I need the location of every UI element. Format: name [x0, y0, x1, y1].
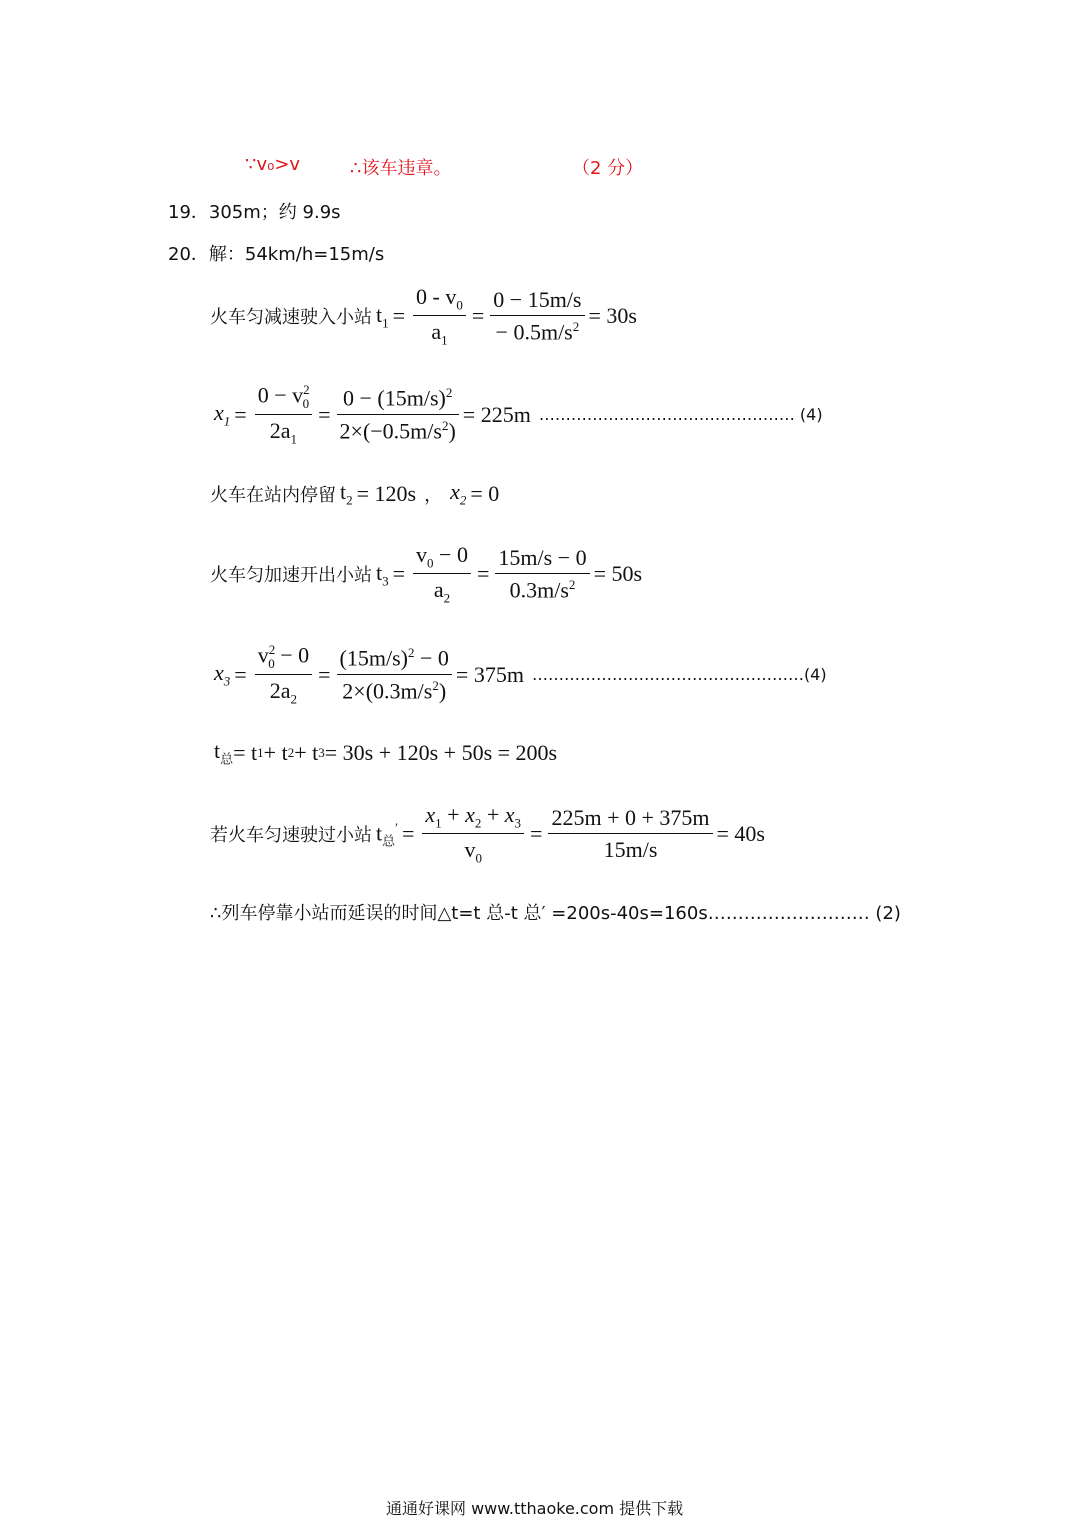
eq1-result: = 30s — [588, 303, 637, 329]
equation-t3: 火车匀加速开出小站 $t_3$ = $\frac{v_0 - 0}{a_2}$ = $\frac{15m/s - 0}{0.3m/s^2}$ = 50s — [210, 542, 643, 606]
eq1-equal: = — [392, 303, 406, 329]
equation-x1: $x_1$ = $\frac{0 - v^2_0}{2a_1}$ = $\frac{0 - (15m/s)^2}{2\times(-0.5m/s^2)}$ = 225m ………………………………………… (4) — [214, 382, 823, 447]
eq5-score: ……………………………………………(4) — [531, 665, 827, 685]
answer-20-header: 20．解：54km/h=15m/s — [168, 244, 385, 265]
eq2-x: $x_1$ — [214, 399, 231, 429]
eq2-fraction-1: $\frac{0 - v^2_0}{2a_1}$ — [255, 382, 312, 447]
eq3-lead: 火车在站内停留 — [210, 484, 336, 506]
equation-t-total: $t_总$ = t 1 + t 2 + t 3 = 30s + 120s + 50s = 200s — [214, 738, 558, 767]
eq2-score: ………………………………………… (4) — [538, 405, 823, 425]
eq7-fraction-1: $\frac{x_1 + x_2 + x_3}{v_0}$ — [422, 802, 524, 867]
equation-x3: $x_3$ = $\frac{v^2_0 - 0}{2a_2}$ = $\frac{(15m/s)^2 - 0}{2\times(0.3m/s^2)}$ = 375m ……………………………………………(4) — [214, 642, 827, 707]
eq2-fraction-2: $\frac{0 - (15m/s)^2}{2\times(-0.5m/s^2)}$ — [337, 385, 459, 444]
eq1-fraction-2: $\frac{0 - 15m/s}{- 0.5m/s^2}$ — [490, 287, 584, 345]
eq1-lead: 火车匀减速驶入小站 — [210, 307, 372, 329]
eq5-fraction-1: $\frac{v^2_0 - 0}{2a_2}$ — [255, 642, 312, 707]
equation-t-uniform: 若火车匀速驶过小站 $t_总'$ = $\frac{x_1 + x_2 + x_3}{v_0}$ = $\frac{225m + 0 + 375m}{15m/s}$ = 40s — [210, 802, 765, 866]
eq4-fraction-2: $\frac{15m/s - 0}{0.3m/s^2}$ — [495, 545, 589, 603]
because-statement: ∵v₀>v — [245, 154, 301, 175]
eq5-fraction-2: $\frac{(15m/s)^2 - 0}{2\times(0.3m/s^2)}$ — [337, 645, 452, 704]
equation-t2: 火车在站内停留 $t_2$ = 120s ， $x_2$ = 0 — [210, 479, 500, 508]
equation-t1: 火车匀减速驶入小站 $t_1$ = $\frac{0 - v_0}{a_1}$ = $\frac{0 - 15m/s}{- 0.5m/s^2}$ = 30s — [210, 284, 637, 348]
eq4-lead: 火车匀加速开出小站 — [210, 565, 372, 587]
eq7-fraction-2: $\frac{225m + 0 + 375m}{15m/s}$ — [548, 805, 712, 863]
conclusion-line: ∴列车停靠小站而延误的时间△t=t 总-t 总′ =200s-40s=160s……………………… (2) — [210, 903, 901, 924]
eq7-lead: 若火车匀速驶过小站 — [210, 825, 372, 847]
eq1-t: $t_1$ — [376, 301, 389, 331]
footer-text: 通通好课网 www.tthaoke.com 提供下载 — [386, 1499, 684, 1518]
eq1-fraction-1: $\frac{0 - v_0}{a_1}$ — [413, 284, 466, 349]
therefore-statement: ∴该车违章。 — [350, 158, 452, 179]
eq2-result: = 225m — [462, 401, 531, 427]
answer-19: 19．305m；约 9.9s — [168, 202, 341, 223]
score-label: （2 分） — [572, 158, 644, 179]
eq4-fraction-1: $\frac{v_0 - 0}{a_2}$ — [413, 542, 471, 607]
